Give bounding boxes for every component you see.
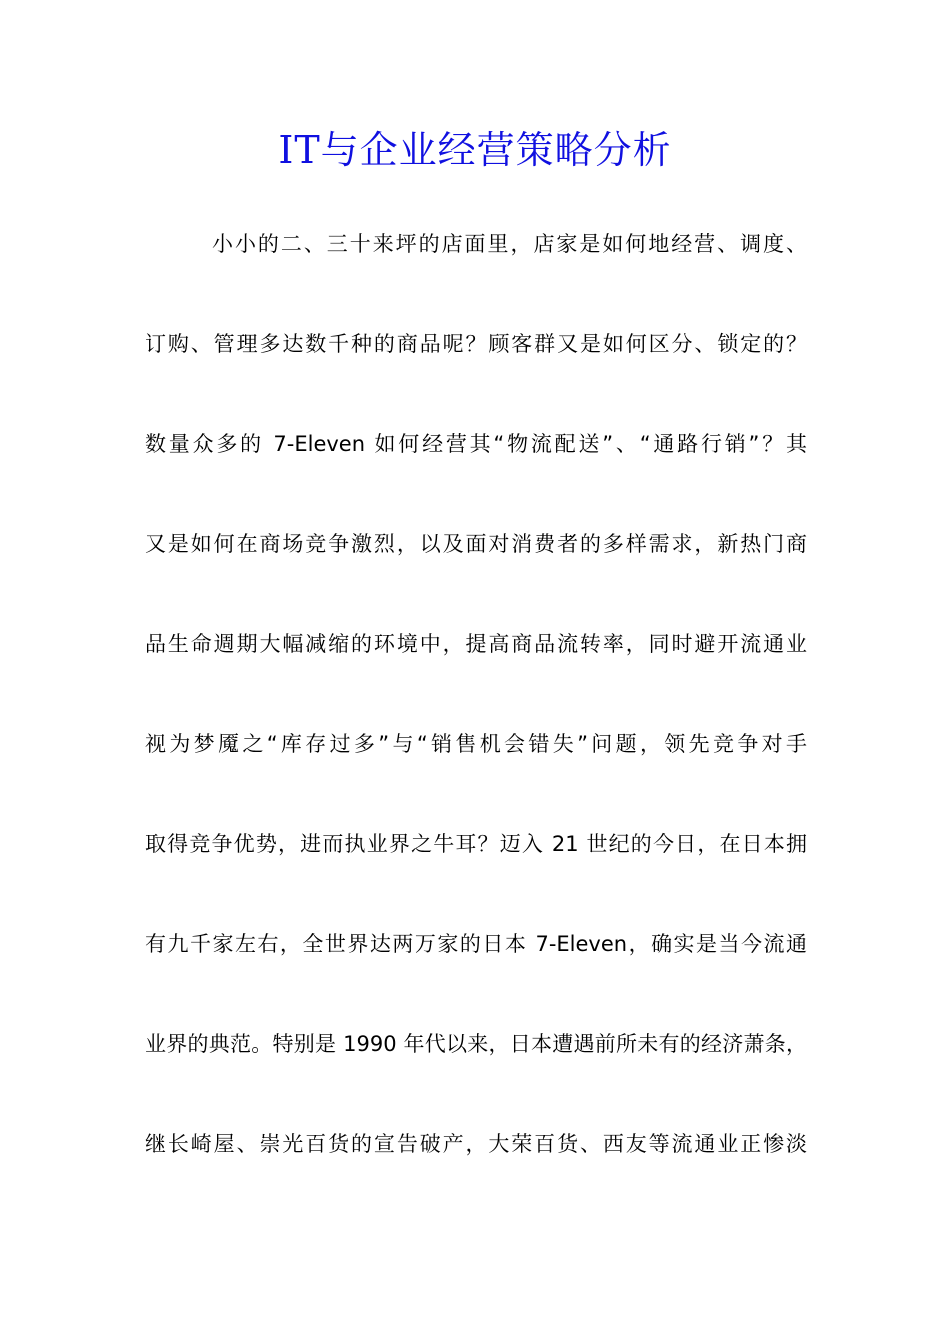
- paragraph-line: 又是如何在商场竞争激烈，以及面对消费者的多样需求，新热门商: [145, 532, 807, 556]
- paragraph-line: 视为梦魇之“库存过多”与“销售机会错失”问题，领先竞争对手: [145, 732, 807, 756]
- paragraph-line: 继长崎屋、崇光百货的宣告破产，大荣百货、西友等流通业正惨淡: [145, 1132, 807, 1156]
- paragraph-line: 业界的典范。特别是 1990 年代以来，日本遭遇前所未有的经济萧条，: [145, 1032, 807, 1056]
- paragraph-line: 数量众多的 7-Eleven 如何经营其“物流配送”、“通路行销”？其: [145, 432, 807, 456]
- paragraph-line: 有九千家左右，全世界达两万家的日本 7-Eleven，确实是当今流通: [145, 932, 807, 956]
- body-paragraph: [145, 216, 807, 1216]
- paragraph-line: 品生命週期大幅减缩的环境中，提高商品流转率，同时避开流通业: [145, 632, 807, 656]
- paragraph-line: 取得竞争优势，进而执业界之牛耳？迈入 21 世纪的今日，在日本拥: [145, 832, 807, 856]
- paragraph-line: 小小的二、三十来坪的店面里，店家是如何地经营、调度、: [212, 232, 807, 256]
- paragraph-line: 订购、管理多达数千种的商品呢？顾客群又是如何区分、锁定的？: [145, 332, 807, 356]
- document-title: IT与企业经营策略分析: [278, 128, 672, 172]
